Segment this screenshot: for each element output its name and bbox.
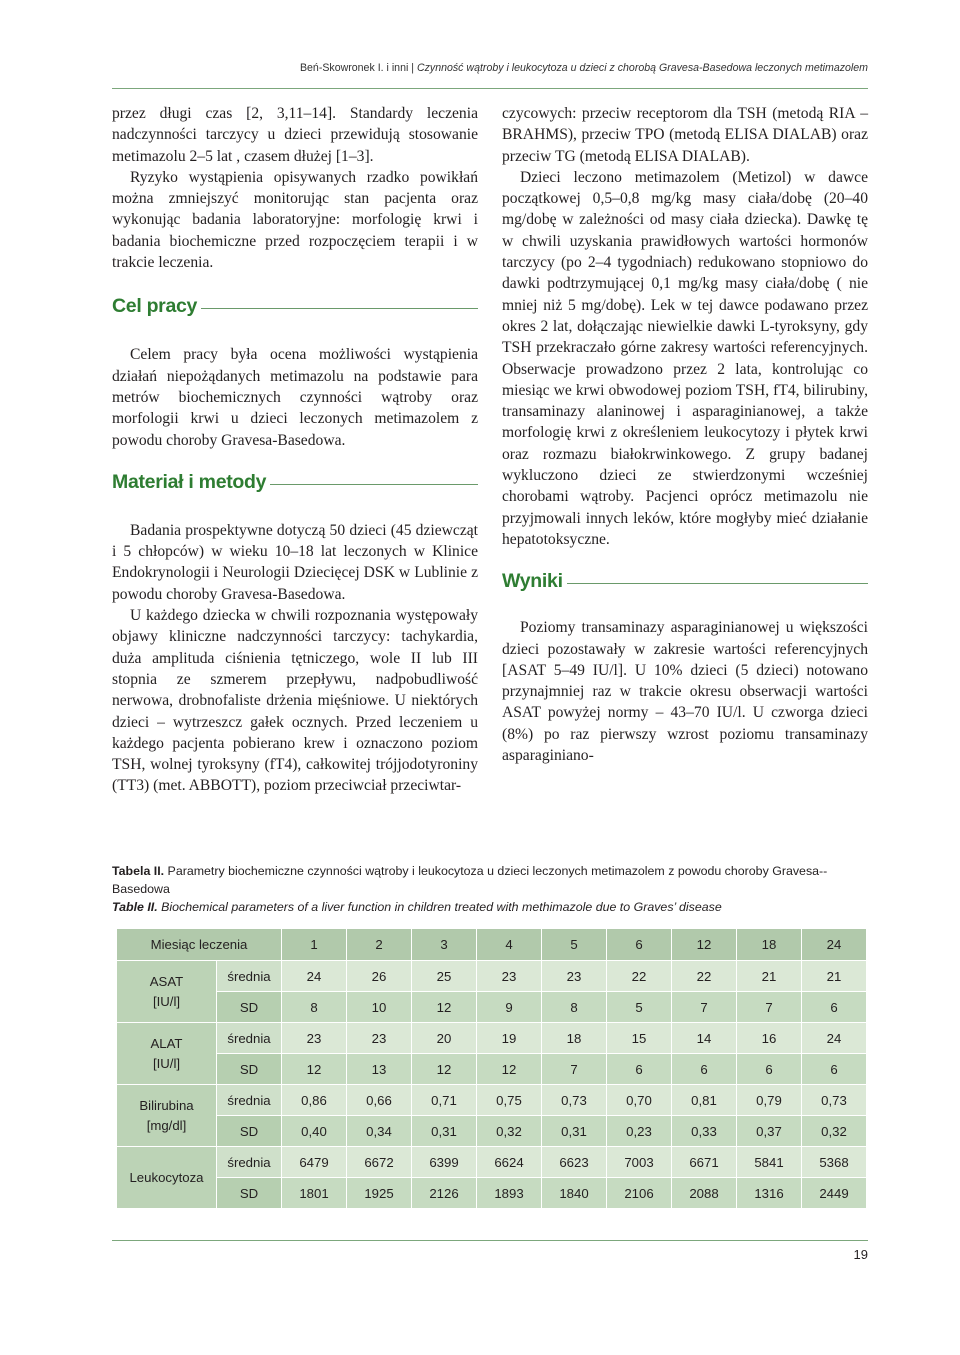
value-cell: 18 <box>542 1023 607 1054</box>
value-cell: 0,86 <box>282 1085 347 1116</box>
value-cell: 6671 <box>672 1147 737 1178</box>
value-cell: 26 <box>347 961 412 992</box>
section-heading-results <box>502 570 868 593</box>
running-header <box>112 62 868 74</box>
value-cell: 0,73 <box>802 1085 867 1116</box>
header-cell-month: 2 <box>347 929 412 961</box>
section-heading-aim <box>112 295 478 318</box>
parameter-name: ALAT <box>150 1035 183 1051</box>
value-cell: 23 <box>542 961 607 992</box>
caption-polish <box>112 862 868 898</box>
value-cell: 7 <box>542 1054 607 1085</box>
value-cell: 6 <box>802 992 867 1023</box>
caption-english <box>112 898 868 916</box>
statistic-cell: SD <box>217 1116 282 1147</box>
paragraph: przez długi czas [2, 3,11–14]. Standardy leczenia nadczynności tarczycy u dzieci przewidują stosowanie metimazolu 2–5 lat , czasem dłużej [1–3]. <box>112 105 478 165</box>
value-cell: 14 <box>672 1023 737 1054</box>
page-number: 19 <box>853 1247 868 1262</box>
value-cell: 21 <box>737 961 802 992</box>
header-cell-month: 18 <box>737 929 802 961</box>
value-cell: 0,75 <box>477 1085 542 1116</box>
header-title: Czynność wątroby i leukocytoza u dzieci z chorobą Gravesa-Basedowa leczonych metimazolem <box>416 62 868 74</box>
value-cell: 6399 <box>412 1147 477 1178</box>
header-cell-month: 5 <box>542 929 607 961</box>
value-cell: 0,66 <box>347 1085 412 1116</box>
value-cell: 2088 <box>672 1178 737 1209</box>
value-cell: 0,23 <box>607 1116 672 1147</box>
table-header-row <box>117 929 867 961</box>
parameter-cell <box>117 961 217 1023</box>
table-row <box>117 1054 867 1085</box>
value-cell: 0,34 <box>347 1116 412 1147</box>
value-cell: 8 <box>542 992 607 1023</box>
statistic-cell: średnia <box>217 1085 282 1116</box>
heading-rule <box>567 583 868 584</box>
value-cell: 2126 <box>412 1178 477 1209</box>
caption-text-en: Biochemical parameters of a liver function in children treated with methimazole due to Graves’ disease <box>157 900 722 914</box>
table-caption <box>112 862 868 916</box>
value-cell: 9 <box>477 992 542 1023</box>
section-heading-methods <box>112 471 478 494</box>
value-cell: 10 <box>347 992 412 1023</box>
statistic-cell: średnia <box>217 1147 282 1178</box>
statistic-cell: średnia <box>217 1023 282 1054</box>
value-cell: 12 <box>477 1054 542 1085</box>
header-cell-month: 4 <box>477 929 542 961</box>
value-cell: 24 <box>802 1023 867 1054</box>
value-cell: 0,70 <box>607 1085 672 1116</box>
value-cell: 15 <box>607 1023 672 1054</box>
value-cell: 2449 <box>802 1178 867 1209</box>
value-cell: 1925 <box>347 1178 412 1209</box>
table-row <box>117 992 867 1023</box>
parameter-name: ASAT <box>149 973 184 989</box>
section-heading-label: Materiał i metody <box>112 470 267 493</box>
value-cell: 0,79 <box>737 1085 802 1116</box>
value-cell: 6 <box>672 1054 737 1085</box>
value-cell: 5368 <box>802 1147 867 1178</box>
value-cell: 13 <box>347 1054 412 1085</box>
caption-label-en: Table II. <box>112 900 158 914</box>
value-cell: 12 <box>282 1054 347 1085</box>
parameter-unit: [IU/l] <box>152 993 181 1009</box>
value-cell: 0,31 <box>542 1116 607 1147</box>
value-cell: 6 <box>737 1054 802 1085</box>
value-cell: 1316 <box>737 1178 802 1209</box>
heading-rule <box>201 308 478 309</box>
value-cell: 8 <box>282 992 347 1023</box>
value-cell: 20 <box>412 1023 477 1054</box>
parameter-name: Bilirubina <box>139 1097 194 1113</box>
value-cell: 22 <box>607 961 672 992</box>
value-cell: 6672 <box>347 1147 412 1178</box>
value-cell: 21 <box>802 961 867 992</box>
heading-rule <box>270 484 478 485</box>
table-row <box>117 1085 867 1116</box>
table-row <box>117 1023 867 1054</box>
value-cell: 0,33 <box>672 1116 737 1147</box>
value-cell: 19 <box>477 1023 542 1054</box>
value-cell: 6624 <box>477 1147 542 1178</box>
value-cell: 23 <box>282 1023 347 1054</box>
header-cell-month-label: Miesiąc leczenia <box>117 929 282 961</box>
parameter-unit: [IU/l] <box>152 1055 181 1071</box>
paragraph: Ryzyko wystąpienia opisywanych rzadko powikłań można zmniejszyć monitorując stan pacjenta oraz wykonując badania laboratoryjne: morfologię krwi i badania biochemiczne przed rozpoczęciem terapii i w trakcie leczenia. <box>112 168 478 272</box>
value-cell: 6479 <box>282 1147 347 1178</box>
value-cell: 7 <box>737 992 802 1023</box>
data-table <box>116 928 867 1209</box>
statistic-cell: SD <box>217 992 282 1023</box>
value-cell: 24 <box>282 961 347 992</box>
value-cell: 23 <box>477 961 542 992</box>
value-cell: 0,73 <box>542 1085 607 1116</box>
statistic-cell: średnia <box>217 961 282 992</box>
caption-label-pl: Tabela II. <box>112 864 165 878</box>
value-cell: 2106 <box>607 1178 672 1209</box>
value-cell: 0,32 <box>802 1116 867 1147</box>
header-cell-month: 6 <box>607 929 672 961</box>
value-cell: 6623 <box>542 1147 607 1178</box>
value-cell: 6 <box>607 1054 672 1085</box>
statistic-cell: SD <box>217 1178 282 1209</box>
section-heading-label: Wyniki <box>502 570 563 593</box>
left-column <box>112 103 478 797</box>
parameter-cell <box>117 1085 217 1147</box>
header-cell-month: 24 <box>802 929 867 961</box>
paragraph: czycowych: przeciw receptorom dla TSH (metodą RIA – BRAHMS), przeciw TPO (metodą ELISA DIALAB) oraz przeciw TG (metodą ELISA DIALAB). <box>502 105 868 165</box>
value-cell: 0,37 <box>737 1116 802 1147</box>
paragraph: Badania prospektywne dotyczą 50 dzieci (45 dziewcząt i 5 chłopców) w wieku 10–18 lat leczonych w Klinice Endokrynologii i Neurologii Dziecięcej DSK w Lublinie z powodu choroby Gravesa-Basedowa. <box>112 521 478 603</box>
value-cell: 25 <box>412 961 477 992</box>
value-cell: 0,31 <box>412 1116 477 1147</box>
value-cell: 1801 <box>282 1178 347 1209</box>
parameter-name: Leukocytoza <box>129 1169 204 1185</box>
value-cell: 0,81 <box>672 1085 737 1116</box>
header-rule <box>112 88 868 89</box>
section-heading-label: Cel pracy <box>112 295 198 318</box>
paragraph: Poziomy transaminazy asparaginianowej u większości dzieci pozostawały w zakresie wartości referencyjnych [ASAT 5–49 IU/l]. U 10% dzieci (5 dzieci) notowano przynajmniej raz w trakcie okresu obserwacji wartości ASAT powyżej normy – 43–70 IU/l. U czworga dzieci (8%) po raz pierwszy wzrost poziomu transaminazy asparaginiano- <box>502 619 868 765</box>
value-cell: 12 <box>412 992 477 1023</box>
value-cell: 6 <box>802 1054 867 1085</box>
value-cell: 12 <box>412 1054 477 1085</box>
value-cell: 0,71 <box>412 1085 477 1116</box>
paragraph: Celem pracy była ocena możliwości wystąpienia działań niepożądanych metimazolu na podstawie para metrów biochemicznych czynności wątroby oraz morfologii krwi u dzieci leczonych metimazolem z powodu choroby Gravesa-Basedowa. <box>112 346 478 449</box>
statistic-cell: SD <box>217 1054 282 1085</box>
value-cell: 5841 <box>737 1147 802 1178</box>
value-cell: 1840 <box>542 1178 607 1209</box>
table-row <box>117 1178 867 1209</box>
table-row <box>117 1116 867 1147</box>
value-cell: 7 <box>672 992 737 1023</box>
right-column <box>502 103 868 766</box>
caption-text-pl: Parametry biochemiczne czynności wątroby i leukocytoza u dzieci leczonych metimazolem z powodu choroby Gravesa--Basedowa <box>112 864 828 896</box>
header-authors: Beń-Skowronek I. i inni <box>299 62 409 74</box>
parameter-cell <box>117 1023 217 1085</box>
header-cell-month: 3 <box>412 929 477 961</box>
value-cell: 16 <box>737 1023 802 1054</box>
header-cell-month: 1 <box>282 929 347 961</box>
value-cell: 22 <box>672 961 737 992</box>
header-separator: | <box>411 62 417 74</box>
value-cell: 1893 <box>477 1178 542 1209</box>
parameter-unit: [mg/dl] <box>146 1117 187 1133</box>
value-cell: 0,40 <box>282 1116 347 1147</box>
header-cell-month: 12 <box>672 929 737 961</box>
value-cell: 7003 <box>607 1147 672 1178</box>
parameter-cell <box>117 1147 217 1209</box>
paragraph: Dzieci leczono metimazolem (Metizol) w dawce początkowej 0,5–0,8 mg/kg masy ciała/dobę (20–40 mg/dobę w zależności od masy ciała dziecka). Dawkę tę w chwili uzyskania prawidłowych wartości hormonów tarczycy (po 2–4 tygodniach) redukowano stopniowo do dawki podtrzymującej 0,1 mg/kg masy ciała/dobę ( nie mniej niż 5 mg/dobę). Lek w tej dawce podawano przez okres 2 lat, dołączając niewielkie dawki L-tyroksyny, gdy TSH przekraczało górne zakresy wartości referencyjnych. Obserwacje prowadzono przez 2 lata, kontrolując co miesiąc we krwi obwodowej poziom TSH, fT4, bilirubiny, transaminazy alaninowej i asparaginianowej, a także morfologię krwi z określeniem leukocytozy i płytek krwi oraz rozmazu białokrwinkowego. Z grupy badanej wykluczono dzieci ze stwierdzonymi wcześniej chorobami wątroby. Pacjenci oprócz metimazolu nie przyjmowali innych leków, które mogłyby mieć działanie hepatotoksyczne. <box>502 168 868 548</box>
footer-rule <box>112 1240 868 1241</box>
paragraph: U każdego dziecka w chwili rozpoznania występowały objawy kliniczne nadczynności tarczycy: tachykardia, duża amplituda ciśnienia tętniczego, wole II lub III stopnia ze szmerem przepływu, nadpobudliwość nerwowa, drobnofaliste drżenia mięśniowe. U niektórych dzieci – wytrzeszcz gałek ocznych. Przed leczeniem u każdego pacjenta pobierano krew i oznaczono poziom TSH, wolnej tyroksyny (fT4), całkowitej trójjodotyroniny (TT3) (met. ABBOTT), poziom przeciwciał przeciwtar- <box>112 607 478 795</box>
table-row <box>117 1147 867 1178</box>
value-cell: 23 <box>347 1023 412 1054</box>
value-cell: 0,32 <box>477 1116 542 1147</box>
value-cell: 5 <box>607 992 672 1023</box>
table-row <box>117 961 867 992</box>
